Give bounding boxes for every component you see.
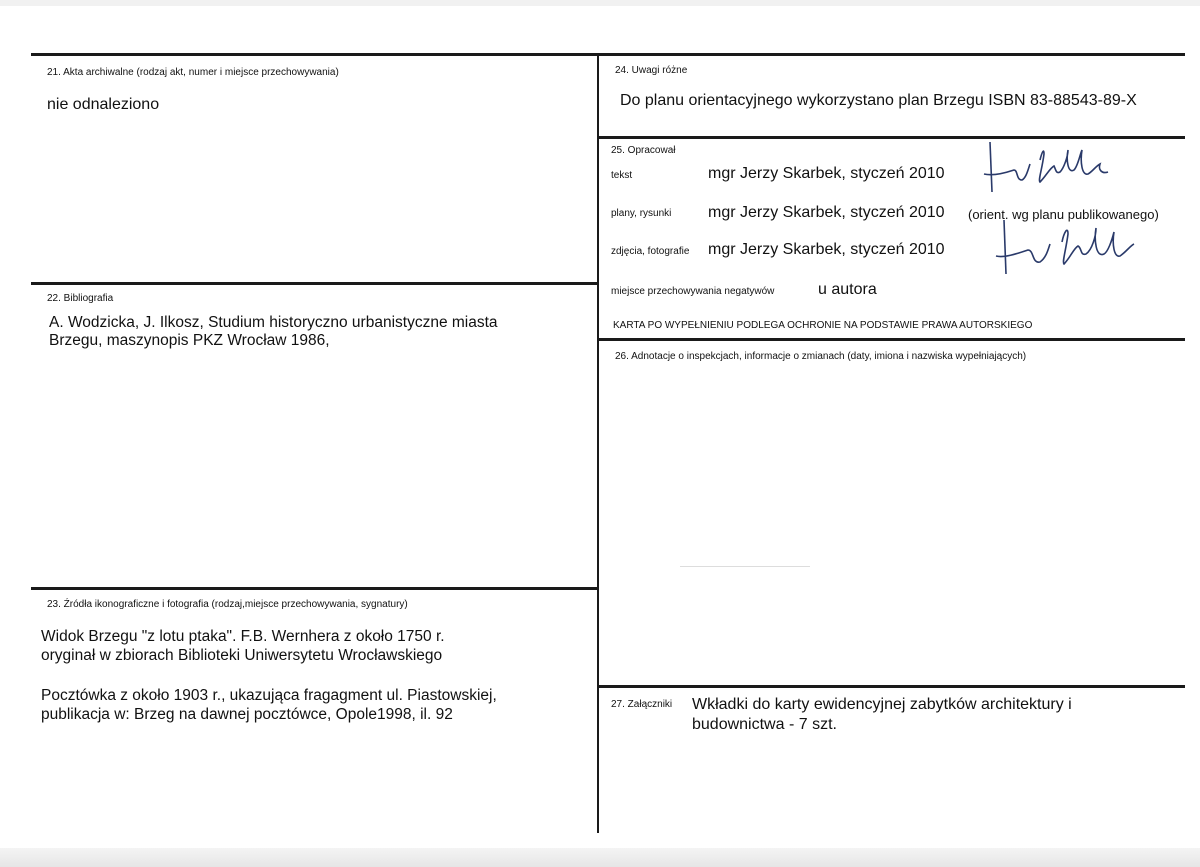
top-border [31, 53, 1185, 56]
section-24-label: 24. Uwagi różne [615, 65, 688, 76]
section-21-label: 21. Akta archiwalne (rodzaj akt, numer i miejsce przechowywania) [47, 67, 339, 78]
section-27-label: 27. Załączniki [611, 699, 673, 710]
divider-22-23 [31, 587, 598, 590]
copyright-notice: KARTA PO WYPEŁNIENIU PODLEGA OCHRONIE NA PODSTAWIE PRAWA AUTORSKIEGO [613, 320, 1033, 331]
negatives-label: miejsce przechowywania negatywów [611, 286, 775, 297]
source-2-line-1: Pocztówka z około 1903 r., ukazująca fragagment ul. Piastowskiej, [41, 687, 497, 704]
row-tekst-value: mgr Jerzy Skarbek, styczeń 2010 [708, 165, 945, 182]
section-25-label: 25. Opracował [611, 145, 676, 156]
row-plany-note: (orient. wg planu publikowanego) [968, 207, 1159, 222]
center-divider [597, 53, 599, 833]
row-plany-label: plany, rysunki [611, 208, 672, 219]
divider-26-27 [598, 685, 1185, 688]
section-26-label: 26. Adnotacje o inspekcjach, informacje o zmianach (daty, imiona i nazwiska wypełniających) [615, 351, 1027, 362]
attachments-line-2: budownictwa - 7 szt. [692, 716, 837, 733]
scan-speck [680, 566, 810, 567]
row-tekst-label: tekst [611, 170, 633, 181]
row-plany-value: mgr Jerzy Skarbek, styczeń 2010 [708, 204, 945, 221]
row-zdjecia-label: zdjęcia, fotografie [611, 246, 690, 257]
source-1-line-2: oryginał w zbiorach Biblioteki Uniwersytetu Wrocławskiego [41, 647, 443, 664]
section-22-label: 22. Bibliografia [47, 293, 114, 304]
attachments-line-1: Wkładki do karty ewidencyjnej zabytków architektury i [692, 696, 1072, 713]
source-2-line-2: publikacja w: Brzeg na dawnej pocztówce, Opole1998, il. 92 [41, 706, 453, 723]
scan-edge-bottom [0, 848, 1200, 867]
divider-24-25 [598, 136, 1185, 139]
negatives-value: u autora [818, 281, 877, 298]
divider-21-22 [31, 282, 598, 285]
signature-2 [988, 218, 1148, 278]
section-21-value: nie odnaleziono [47, 96, 160, 113]
signature-1 [978, 140, 1138, 196]
bibliography-line-2: Brzegu, maszynopis PKZ Wrocław 1986, [49, 332, 330, 349]
row-zdjecia-value: mgr Jerzy Skarbek, styczeń 2010 [708, 241, 945, 258]
section-24-value: Do planu orientacyjnego wykorzystano plan Brzegu ISBN 83-88543-89-X [620, 92, 1137, 109]
scan-edge-top [0, 0, 1200, 6]
section-23-label: 23. Źródła ikonograficzne i fotografia (rodzaj,miejsce przechowywania, sygnatury) [47, 599, 408, 610]
bibliography-line-1: A. Wodzicka, J. Ilkosz, Studium historyczno urbanistyczne miasta [49, 314, 498, 331]
source-1-line-1: Widok Brzegu "z lotu ptaka". F.B. Wernhera z około 1750 r. [41, 628, 445, 645]
divider-25-26 [598, 338, 1185, 341]
